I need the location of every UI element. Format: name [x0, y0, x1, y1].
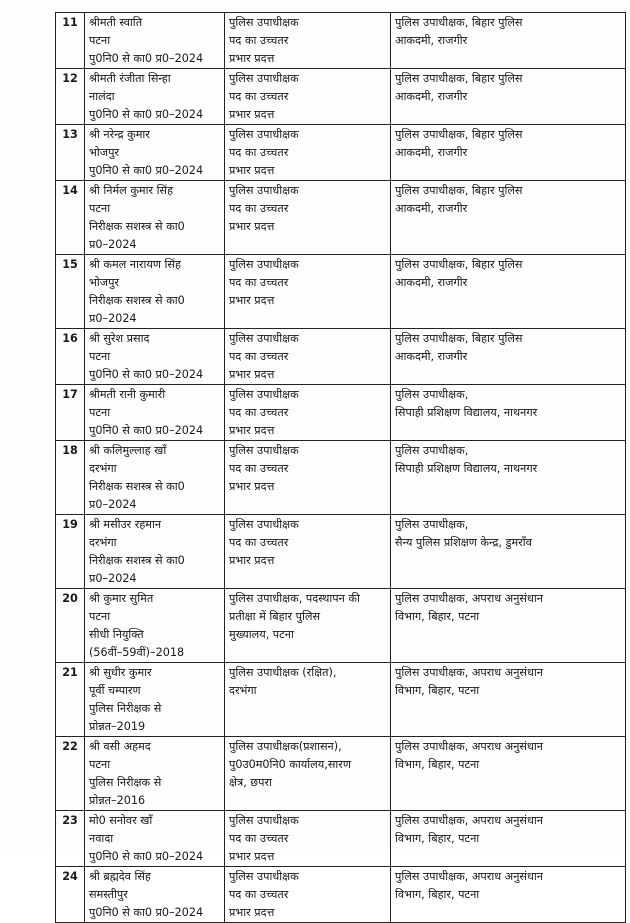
table-row: [56, 811, 626, 867]
new-posting-line: पुलिस उपाधीक्षक, बिहार पुलिस: [395, 128, 523, 141]
current-post-line: पुलिस उपाधीक्षक(प्रशासन),: [229, 740, 342, 753]
current-post-cell: [225, 441, 391, 515]
table-row: [56, 329, 626, 385]
table-row: [56, 867, 626, 923]
new-posting-line: पुलिस उपाधीक्षक, बिहार पुलिस: [395, 258, 523, 271]
new-posting-cell: [391, 441, 626, 515]
current-post-line: पु0उ0म0नि0 कार्यालय,सारण: [229, 758, 351, 771]
officer-detail-line: प्र0–2024: [89, 498, 137, 511]
current-post-cell: [225, 13, 391, 69]
officer-detail-line: श्री मसीउर रहमान: [89, 518, 162, 531]
current-post-line: प्रभार प्रदत्त: [229, 850, 275, 863]
officer-detail-line: पुलिस निरीक्षक से: [89, 702, 162, 715]
current-post-cell: [225, 125, 391, 181]
new-posting-line: पुलिस उपाधीक्षक, अपराध अनुसंधान: [395, 740, 543, 753]
current-post-line: प्रभार प्रदत्त: [229, 164, 275, 177]
officer-detail-line: पटना: [89, 350, 111, 363]
officer-detail-line: पटना: [89, 610, 111, 623]
officer-name-cell: [85, 737, 225, 811]
current-post-line: पुलिस उपाधीक्षक: [229, 72, 299, 85]
new-posting-cell: [391, 13, 626, 69]
officer-detail-line: भोजपुर: [89, 146, 119, 159]
new-posting-line: विभाग, बिहार, पटना: [395, 684, 480, 697]
new-posting-line: पुलिस उपाधीक्षक, बिहार पुलिस: [395, 72, 523, 85]
current-post-line: प्रभार प्रदत्त: [229, 52, 275, 65]
officer-detail-line: पु0नि0 से का0 प्र0–2024: [89, 906, 204, 919]
current-post-line: पद का उच्चतर: [229, 406, 289, 419]
officer-detail-line: श्री निर्मल कुमार सिंह: [89, 184, 174, 197]
officer-name-cell: [85, 181, 225, 255]
serial-number: 17: [56, 385, 85, 441]
new-posting-cell: [391, 737, 626, 811]
officer-name-cell: [85, 69, 225, 125]
current-post-cell: [225, 737, 391, 811]
current-post-line: पद का उच्चतर: [229, 888, 289, 901]
current-post-line: प्रतीक्षा में बिहार पुलिस: [229, 610, 321, 623]
new-posting-cell: [391, 663, 626, 737]
officer-name-cell: [85, 125, 225, 181]
new-posting-line: पुलिस उपाधीक्षक,: [395, 388, 469, 401]
serial-number: 21: [56, 663, 85, 737]
serial-number: 15: [56, 255, 85, 329]
officer-detail-line: पटना: [89, 34, 111, 47]
officer-detail-line: नवादा: [89, 832, 114, 845]
current-post-line: प्रभार प्रदत्त: [229, 906, 275, 919]
current-post-cell: [225, 181, 391, 255]
new-posting-line: आकदमी, राजगीर: [395, 202, 468, 215]
new-posting-line: सिपाही प्रशिक्षण विद्यालय, नाथनगर: [395, 406, 538, 419]
serial-number: 18: [56, 441, 85, 515]
officer-detail-line: प्रोन्नत–2016: [89, 794, 146, 807]
current-post-line: पुलिस उपाधीक्षक: [229, 388, 299, 401]
new-posting-line: आकदमी, राजगीर: [395, 146, 468, 159]
current-post-line: पद का उच्चतर: [229, 276, 289, 289]
officer-detail-line: निरीक्षक सशस्त्र से का0: [89, 294, 185, 307]
new-posting-line: पुलिस उपाधीक्षक, बिहार पुलिस: [395, 332, 523, 345]
new-posting-cell: [391, 811, 626, 867]
officer-detail-line: श्रीमती रानी कुमारी: [89, 388, 166, 401]
officer-name-cell: [85, 385, 225, 441]
new-posting-cell: [391, 515, 626, 589]
current-post-line: पद का उच्चतर: [229, 146, 289, 159]
new-posting-cell: [391, 255, 626, 329]
officer-detail-line: श्री कमल नारायण सिंह: [89, 258, 181, 271]
table-row: [56, 515, 626, 589]
current-post-line: पुलिस उपाधीक्षक (रक्षित),: [229, 666, 337, 679]
officer-detail-line: दरभंगा: [89, 462, 117, 475]
serial-number: 12: [56, 69, 85, 125]
current-post-cell: [225, 69, 391, 125]
officer-detail-line: श्री सुधीर कुमार: [89, 666, 152, 679]
serial-number: 13: [56, 125, 85, 181]
officer-detail-line: निरीक्षक सशस्त्र से का0: [89, 220, 185, 233]
new-posting-line: पुलिस उपाधीक्षक, अपराध अनुसंधान: [395, 592, 543, 605]
officer-detail-line: श्री नरेन्द्र कुमार: [89, 128, 150, 141]
new-posting-line: विभाग, बिहार, पटना: [395, 758, 480, 771]
officer-detail-line: श्रीमती स्वाति: [89, 16, 143, 29]
serial-number: 24: [56, 867, 85, 923]
serial-number: 16: [56, 329, 85, 385]
officer-detail-line: पु0नि0 से का0 प्र0–2024: [89, 52, 204, 65]
officer-name-cell: [85, 663, 225, 737]
transfer-table: [55, 12, 626, 923]
officer-detail-line: पटना: [89, 758, 111, 771]
officer-detail-line: प्रोन्नत–2019: [89, 720, 146, 733]
new-posting-cell: [391, 125, 626, 181]
current-post-line: पुलिस उपाधीक्षक: [229, 184, 299, 197]
table-row: [56, 737, 626, 811]
current-post-line: प्रभार प्रदत्त: [229, 554, 275, 567]
current-post-line: पुलिस उपाधीक्षक: [229, 258, 299, 271]
current-post-line: पुलिस उपाधीक्षक: [229, 332, 299, 345]
current-post-cell: [225, 663, 391, 737]
current-post-line: पद का उच्चतर: [229, 202, 289, 215]
new-posting-line: विभाग, बिहार, पटना: [395, 888, 480, 901]
current-post-cell: [225, 329, 391, 385]
officer-detail-line: (56वीं–59वीं)–2018: [89, 646, 185, 659]
officer-detail-line: पु0नि0 से का0 प्र0–2024: [89, 108, 204, 121]
current-post-line: प्रभार प्रदत्त: [229, 294, 275, 307]
officer-detail-line: भोजपुर: [89, 276, 119, 289]
new-posting-line: आकदमी, राजगीर: [395, 350, 468, 363]
officer-detail-line: पटना: [89, 406, 111, 419]
current-post-cell: [225, 515, 391, 589]
officer-detail-line: निरीक्षक सशस्त्र से का0: [89, 480, 185, 493]
officer-detail-line: श्री वसी अहमद: [89, 740, 151, 753]
officer-detail-line: श्री कुमार सुमित: [89, 592, 154, 605]
officer-name-cell: [85, 811, 225, 867]
new-posting-line: पुलिस उपाधीक्षक,: [395, 518, 469, 531]
officer-detail-line: मो0 सनोवर खाँ: [89, 814, 153, 827]
officer-name-cell: [85, 515, 225, 589]
officer-detail-line: श्रीमती रंजीता सिन्हा: [89, 72, 171, 85]
serial-number: 23: [56, 811, 85, 867]
officer-detail-line: पटना: [89, 202, 111, 215]
table-row: [56, 125, 626, 181]
officer-name-cell: [85, 329, 225, 385]
current-post-line: पद का उच्चतर: [229, 350, 289, 363]
table-row: [56, 441, 626, 515]
officer-detail-line: पु0नि0 से का0 प्र0–2024: [89, 164, 204, 177]
current-post-line: प्रभार प्रदत्त: [229, 424, 275, 437]
new-posting-line: पुलिस उपाधीक्षक, बिहार पुलिस: [395, 184, 523, 197]
serial-number: 11: [56, 13, 85, 69]
new-posting-line: सिपाही प्रशिक्षण विद्यालय, नाथनगर: [395, 462, 538, 475]
new-posting-line: पुलिस उपाधीक्षक, अपराध अनुसंधान: [395, 666, 543, 679]
officer-detail-line: सीधी नियुक्ति: [89, 628, 144, 641]
table-row: [56, 385, 626, 441]
new-posting-cell: [391, 329, 626, 385]
current-post-cell: [225, 589, 391, 663]
serial-number: 20: [56, 589, 85, 663]
current-post-line: पुलिस उपाधीक्षक, पदस्थापन की: [229, 592, 360, 605]
officer-detail-line: प्र0–2024: [89, 312, 137, 325]
officer-detail-line: दरभंगा: [89, 536, 117, 549]
officer-name-cell: [85, 867, 225, 923]
table-row: [56, 663, 626, 737]
table-row: [56, 589, 626, 663]
new-posting-line: पुलिस उपाधीक्षक, अपराध अनुसंधान: [395, 814, 543, 827]
new-posting-cell: [391, 867, 626, 923]
current-post-line: पद का उच्चतर: [229, 90, 289, 103]
current-post-line: मुख्यालय, पटना: [229, 628, 294, 641]
officer-detail-line: श्री कलिमुल्लाह खाँ: [89, 444, 167, 457]
new-posting-line: पुलिस उपाधीक्षक,: [395, 444, 469, 457]
new-posting-cell: [391, 181, 626, 255]
officer-detail-line: पु0नि0 से का0 प्र0–2024: [89, 424, 204, 437]
officer-name-cell: [85, 441, 225, 515]
officer-detail-line: निरीक्षक सशस्त्र से का0: [89, 554, 185, 567]
officer-name-cell: [85, 589, 225, 663]
officer-name-cell: [85, 255, 225, 329]
new-posting-line: पुलिस उपाधीक्षक, बिहार पुलिस: [395, 16, 523, 29]
current-post-line: क्षेत्र, छपरा: [229, 776, 272, 789]
officer-detail-line: पु0नि0 से का0 प्र0–2024: [89, 850, 204, 863]
new-posting-line: सैन्य पुलिस प्रशिक्षण केन्द्र, डुमराँव: [395, 536, 532, 549]
new-posting-line: आकदमी, राजगीर: [395, 34, 468, 47]
current-post-line: प्रभार प्रदत्त: [229, 480, 275, 493]
current-post-line: पद का उच्चतर: [229, 34, 289, 47]
officer-detail-line: प्र0–2024: [89, 238, 137, 251]
current-post-cell: [225, 867, 391, 923]
current-post-line: पुलिस उपाधीक्षक: [229, 444, 299, 457]
table-row: [56, 181, 626, 255]
serial-number: 14: [56, 181, 85, 255]
new-posting-line: विभाग, बिहार, पटना: [395, 832, 480, 845]
current-post-line: पद का उच्चतर: [229, 832, 289, 845]
current-post-cell: [225, 385, 391, 441]
current-post-cell: [225, 255, 391, 329]
new-posting-cell: [391, 69, 626, 125]
officer-detail-line: पु0नि0 से का0 प्र0–2024: [89, 368, 204, 381]
officer-detail-line: श्री ब्रह्मदेव सिंह: [89, 870, 151, 883]
officer-detail-line: प्र0–2024: [89, 572, 137, 585]
current-post-line: पुलिस उपाधीक्षक: [229, 16, 299, 29]
officer-name-cell: [85, 13, 225, 69]
current-post-line: पद का उच्चतर: [229, 536, 289, 549]
new-posting-cell: [391, 589, 626, 663]
new-posting-line: विभाग, बिहार, पटना: [395, 610, 480, 623]
current-post-line: प्रभार प्रदत्त: [229, 108, 275, 121]
table-row: [56, 69, 626, 125]
officer-detail-line: पूर्वी चम्पारण: [89, 684, 141, 697]
serial-number: 22: [56, 737, 85, 811]
table-body: [56, 13, 626, 923]
table-row: [56, 13, 626, 69]
current-post-line: पुलिस उपाधीक्षक: [229, 870, 299, 883]
officer-detail-line: पुलिस निरीक्षक से: [89, 776, 162, 789]
new-posting-line: पुलिस उपाधीक्षक, अपराध अनुसंधान: [395, 870, 543, 883]
current-post-line: पुलिस उपाधीक्षक: [229, 814, 299, 827]
current-post-line: प्रभार प्रदत्त: [229, 220, 275, 233]
officer-detail-line: समस्तीपुर: [89, 888, 128, 901]
officer-detail-line: श्री सुरेश प्रसाद: [89, 332, 150, 345]
current-post-line: पुलिस उपाधीक्षक: [229, 518, 299, 531]
current-post-cell: [225, 811, 391, 867]
table-row: [56, 255, 626, 329]
new-posting-line: आकदमी, राजगीर: [395, 276, 468, 289]
current-post-line: दरभंगा: [229, 684, 257, 697]
new-posting-cell: [391, 385, 626, 441]
current-post-line: प्रभार प्रदत्त: [229, 368, 275, 381]
officer-detail-line: नालंदा: [89, 90, 115, 103]
new-posting-line: आकदमी, राजगीर: [395, 90, 468, 103]
current-post-line: पद का उच्चतर: [229, 462, 289, 475]
serial-number: 19: [56, 515, 85, 589]
current-post-line: पुलिस उपाधीक्षक: [229, 128, 299, 141]
